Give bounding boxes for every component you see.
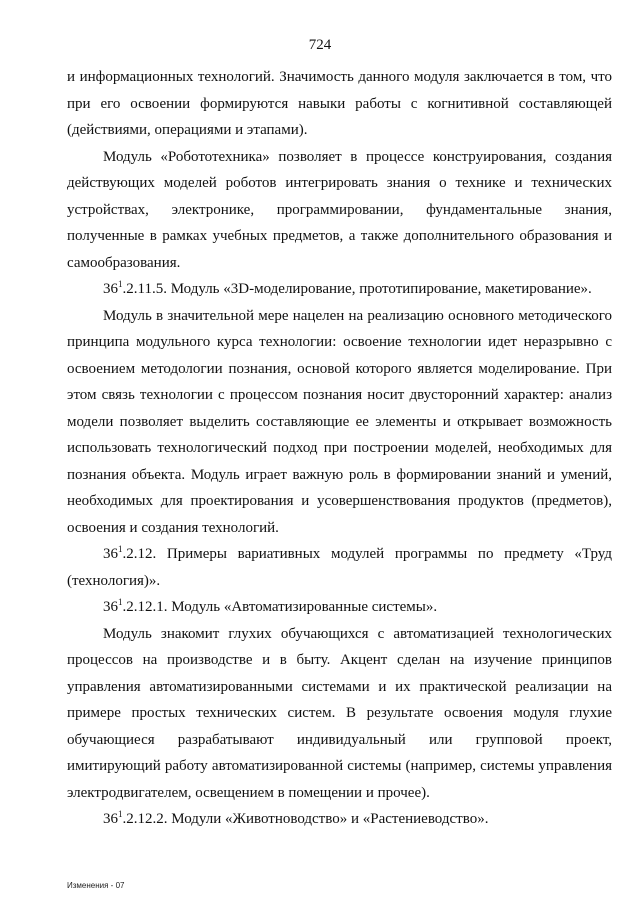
section-heading bbox=[67, 276, 612, 303]
section-title: .2.12.1. Модуль «Автоматизированные системы». bbox=[122, 599, 438, 615]
section-number: 36 bbox=[103, 546, 118, 562]
page-number: 724 bbox=[308, 37, 332, 53]
section-superscript: 1 bbox=[118, 597, 123, 607]
section-heading bbox=[67, 806, 612, 833]
section-title: .2.12.2. Модули «Животноводство» и «Растениеводство». bbox=[122, 811, 489, 827]
section-superscript: 1 bbox=[118, 279, 123, 289]
section-number: 36 bbox=[103, 281, 118, 297]
section-number: 36 bbox=[103, 811, 118, 827]
paragraph: Модуль в значительной мере нацелен на реализацию основного методического принципа модульного курса технологии: освоение технологии идет неразрывно с освоением методологии познания, основой которого является моделирование. При этом связь технологии с процессом познания носит двусторонний характер: анализ модели позволяет выделить составляющие ее элементы и открывает возможность использовать технологический подход при построении моделей, необходимых для познания объекта. Модуль играет важную роль в формировании знаний и умений, необходимых для проектирования и усовершенствования продуктов (предметов), освоения и создания технологий. bbox=[67, 307, 612, 536]
page-footer: Изменения - 07 bbox=[67, 881, 125, 890]
section-superscript: 1 bbox=[118, 809, 123, 819]
section-number: 36 bbox=[103, 599, 118, 615]
section-title: .2.12. Примеры вариативных модулей программы по предмету «Труд (технология)». bbox=[67, 546, 612, 589]
section-superscript: 1 bbox=[118, 544, 123, 554]
paragraph: Модуль знакомит глухих обучающихся с автоматизацией технологических процессов на производстве и в быту. Акцент сделан на изучение принципов управления автоматизированными системами и их практической реализации на примере простых технических систем. В результате освоения модуля глухие обучающиеся разрабатывают индивидуальный или групповой проект, имитирующий работу автоматизированной системы (например, системы управления электродвигателем, освещением в помещении и прочее). bbox=[67, 625, 612, 801]
section-title: .2.11.5. Модуль «3D-моделирование, прототипирование, макетирование». bbox=[122, 281, 592, 297]
document-body bbox=[67, 64, 612, 833]
section-heading bbox=[67, 541, 612, 594]
paragraph: и информационных технологий. Значимость данного модуля заключается в том, что при его освоении формируются навыки работы с когнитивной составляющей (действиями, операциями и этапами). bbox=[67, 69, 612, 138]
section-heading bbox=[67, 594, 612, 621]
paragraph: Модуль «Робототехника» позволяет в процессе конструирования, создания действующих моделей роботов интегрировать знания о технике и технических устройствах, электронике, программировании, фундаментальные знания, полученные в рамках учебных предметов, а также дополнительного образования и самообразования. bbox=[67, 148, 612, 271]
